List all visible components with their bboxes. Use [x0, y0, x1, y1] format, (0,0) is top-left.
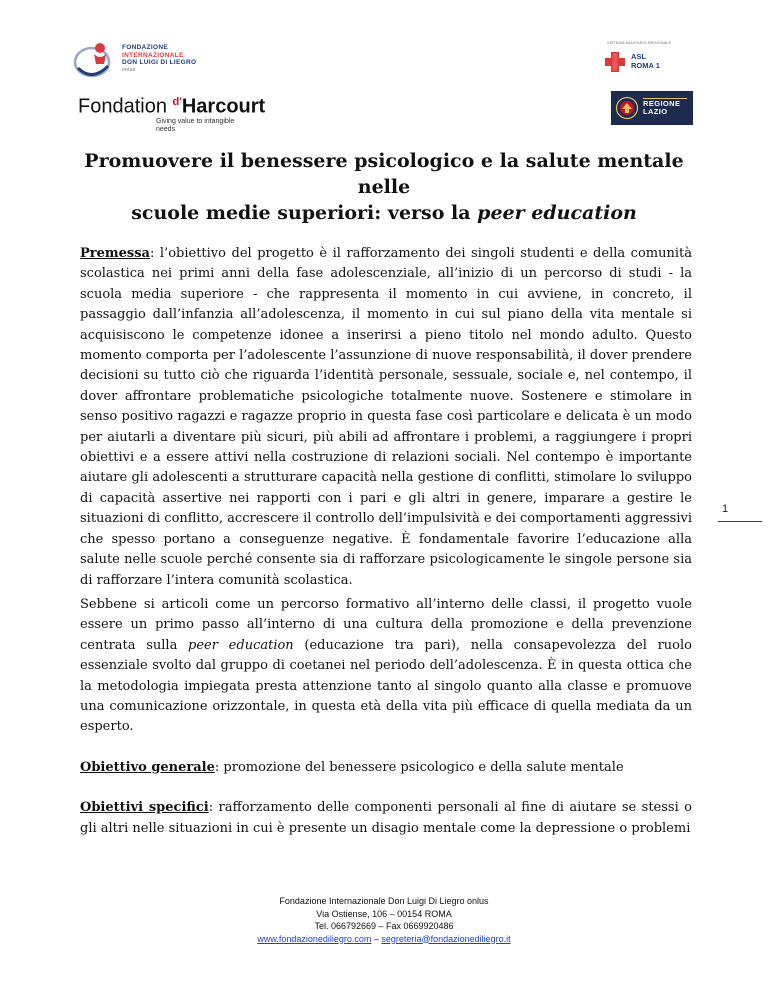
title-line2-italic: peer education [477, 202, 637, 224]
footer-address: Via Ostiense, 106 – 00154 ROMA [316, 908, 452, 919]
obiettivo-generale-paragraph [80, 758, 692, 778]
harcourt-tagline: Giving value to intangible needs [156, 117, 235, 133]
harcourt-prefix: Fondation [78, 95, 173, 118]
asl-top-text: SISTEMA SANITARIO REGIONALE [607, 40, 672, 45]
fidl-line2: INTERNAZIONALE [122, 51, 184, 59]
para2-italic: peer education [188, 637, 294, 653]
obiettivo-generale-text: : promozione del benessere psicologico e della salute mentale [214, 759, 624, 775]
lazio-emblem-icon [615, 96, 639, 120]
title-line2-prefix: scuole medie superiori: verso la [131, 202, 478, 224]
page-number-rule [718, 521, 762, 522]
asl-cross-icon [603, 50, 627, 74]
asl-line1: ASL [631, 52, 646, 61]
footer-email-link[interactable]: segreteria@fondazionediliegro.it [381, 933, 511, 944]
para2-text-b: (educazione tra pari), nella consapevolezza del ruolo essenziale svolto dal gruppo di coetanei nel periodo dell’adolescenza. È in questa ottica che la metodologia impiegata presta attenzione tanto al singolo quanto alla classe e promuove una comunicazione orizzontale, in questa età della vita più efficace di quella mediata da un esperto. [80, 637, 692, 735]
document-body [80, 244, 692, 839]
page-number-value: 1 [722, 503, 729, 515]
asl-line2: ROMA 1 [631, 61, 660, 70]
fondazione-di-liegro-logo [70, 38, 220, 82]
obiettivi-specifici-text: : rafforzamento delle componenti personali al fine di aiutare se stessi o gli altri nelle situazioni in cui è presente un disagio mentale come la depressione o problemi [80, 800, 692, 836]
regione-lazio-logo [611, 91, 693, 125]
premessa-label: Premessa [80, 246, 150, 261]
lazio-line1: REGIONE [643, 99, 681, 108]
asl-roma1-logo [603, 40, 693, 76]
footer-website-link[interactable]: www.fondazionediliegro.com [257, 933, 372, 944]
footer-phone: Tel. 066792669 – Fax 0669920486 [314, 921, 454, 931]
footer-separator: – [371, 933, 382, 944]
obiettivo-generale-label: Obiettivo generale [80, 759, 215, 775]
fidl-line4: onlus [122, 66, 136, 73]
obiettivi-specifici-label: Obiettivi specifici [80, 800, 209, 816]
fondazione-logo-mark-icon [70, 38, 118, 82]
document-title [80, 148, 688, 226]
title-line1: Promuovere il benessere psicologico e la salute mentale nelle [84, 150, 684, 198]
obiettivi-specifici-paragraph [80, 798, 692, 839]
footer-org: Fondazione Internazionale Don Luigi Di Liegro onlus [279, 896, 489, 906]
fidl-line3: DON LUIGI DI LIEGRO [122, 59, 197, 66]
page-footer [200, 895, 568, 945]
peer-education-paragraph [80, 595, 692, 738]
premessa-text: : l’obiettivo del progetto è il rafforzamento dei singoli studenti e della comunità scolastica nei primi anni della fase adolescenziale, all’inizio di un percorso di studi - la scuola media superiore - che rappresenta il momento in cui avviene, in concreto, il passaggio dall’infanzia all’adolescenza, il momento in cui sul piano della vita mentale si acquisiscono le competenze idonee a inserirsi a pieno titolo nel mondo adulto. Questo momento comporta per l’adolescente l’assunzione di nuove responsabilità, il dover prendere decisioni su tutto ciò che riguarda l’identità personale, sessuale, sociale e, nel contempo, il dover affrontare problematiche psicologiche totalmente nuove. Sostenere e stimolare in senso positivo ragazzi e ragazze proprio in questa fase così particolare e delicata è un modo per aiutarli a diventare più sicuri, più abili ad affrontare i problemi, a raggiungere i propri obiettivi e a essere attivi nella costruzione di relazioni sociali. Nel contempo è importante aiutare gli adolescenti a strutturare capacità nella gestione di conflitti, stimolare lo sviluppo di capacità assertive nei rapporti con i pari e gli altri in genere, imparare a gestire le situazioni di conflitto, accrescere il controllo dell’impulsività e dei comportamenti aggressivi che spesso portano a conseguenze negative. È fondamentale favorire l’educazione alla salute nelle scuole perché consente sia di rafforzare psicologicamente le singole persone sia di rafforzare l’intera comunità scolastica. [80, 246, 692, 588]
lazio-line2: LAZIO [643, 107, 668, 116]
harcourt-d: d' [172, 96, 182, 108]
para2-text-a: Sebbene si articoli come un percorso formativo all’interno delle classi, il progetto vuole essere un primo passo all’interno di una cultura della promozione e della prevenzione centrata sulla [80, 596, 692, 653]
harcourt-name: Harcourt [181, 95, 266, 118]
fidl-line1: FONDAZIONE [122, 44, 168, 51]
premessa-paragraph [80, 244, 692, 591]
fondation-harcourt-logo [78, 91, 266, 133]
